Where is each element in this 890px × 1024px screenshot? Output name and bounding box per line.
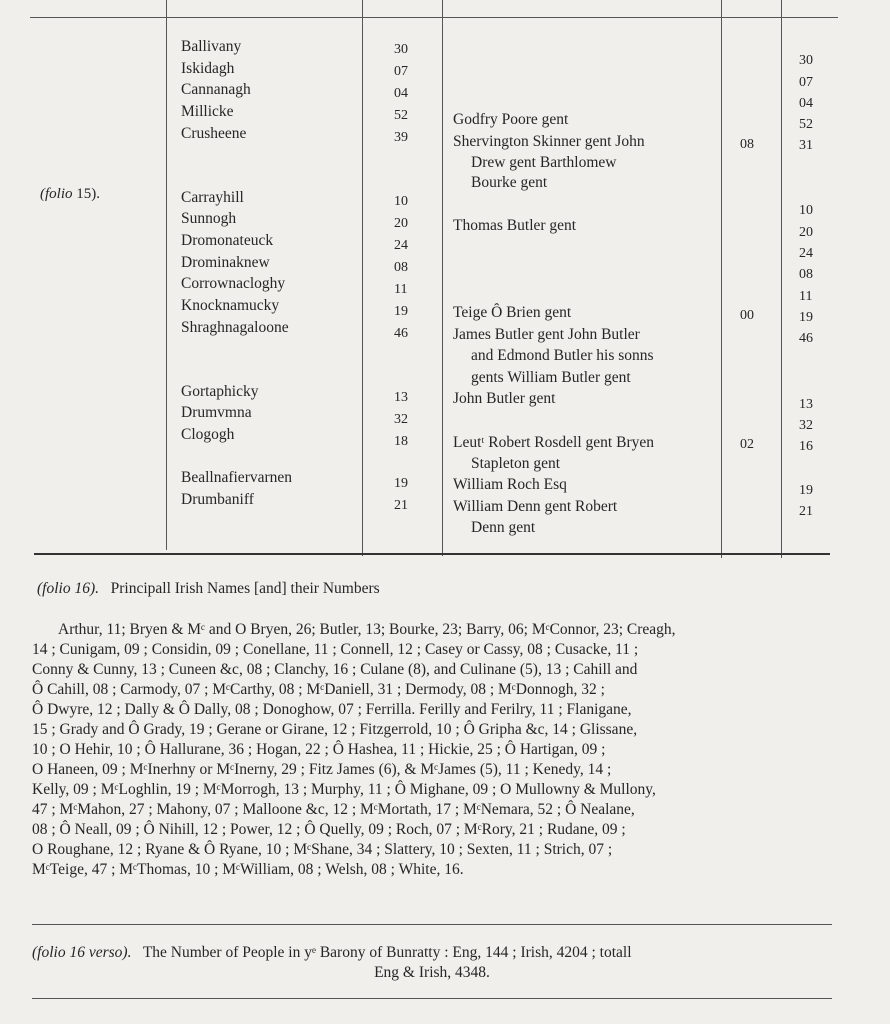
mid-number: 00 (740, 308, 754, 323)
names-line: 47 ; MᶜMahon, 27 ; Mahony, 07 ; Malloone &c, 12 ; MᶜMortath, 17 ; MᶜNemara, 52 ; Ô Nealane, (32, 801, 635, 818)
names-line: Ô Cahill, 08 ; Carmody, 07 ; MᶜCarthy, 08 ; MᶜDaniell, 31 ; Dermody, 08 ; MᶜDonnogh, 32 ; (32, 681, 605, 698)
place-name: Carrayhill (181, 189, 244, 206)
right-number: 11 (799, 289, 813, 304)
place-name: Gortaphicky (181, 383, 259, 400)
right-number: 07 (799, 75, 813, 90)
right-number: 04 (799, 96, 813, 111)
owner-name: William Roch Esq (453, 476, 567, 493)
table-col-divider-5 (781, 0, 782, 558)
place-name: Drumvmna (181, 404, 252, 421)
names-line: 10 ; O Hehir, 10 ; Ô Hallurane, 36 ; Hogan, 22 ; Ô Hashea, 11 ; Hickie, 25 ; Ô Hartigan, 09 ; (32, 741, 606, 758)
table-col-divider-1 (166, 0, 167, 550)
folio-16-verso-label: (folio 16 verso). (32, 944, 132, 961)
owner-name: Denn gent (471, 519, 536, 536)
owner-name: William Denn gent Robert (453, 498, 618, 515)
place-number: 11 (394, 282, 408, 297)
names-line: Conny & Cunny, 13 ; Cuneen &c, 08 ; Clanchy, 16 ; Culane (8), and Culinane (5), 13 ; Cahill and (32, 661, 638, 678)
owner-name: Godfry Poore gent (453, 111, 569, 128)
place-number: 24 (394, 238, 408, 253)
census-line-2: Eng & Irish, 4348. (374, 964, 490, 981)
place-number: 19 (394, 476, 408, 491)
owner-name: and Edmond Butler his sonns (471, 347, 654, 364)
place-number: 13 (394, 390, 408, 405)
place-name: Ballivany (181, 38, 242, 55)
owner-name: Bourke gent (471, 174, 548, 191)
place-name: Corrownacloghy (181, 275, 286, 292)
table-col-divider-4 (721, 0, 722, 558)
right-number: 32 (799, 418, 813, 433)
table-top-rule (30, 17, 838, 18)
names-line: Kelly, 09 ; MᶜLoghlin, 19 ; MᶜMorrogh, 13 ; Murphy, 11 ; Ô Mighane, 09 ; O Mullowny & Mullony, (32, 781, 656, 798)
place-name: Drumbaniff (181, 491, 254, 508)
right-number: 20 (799, 225, 813, 240)
place-name: Cannanagh (181, 81, 251, 98)
right-number: 21 (799, 504, 813, 519)
place-name: Crusheene (181, 125, 247, 142)
place-name: Dromonateuck (181, 232, 274, 249)
place-number: 04 (394, 86, 408, 101)
folio-15-label (40, 186, 100, 203)
names-line: 14 ; Cunigam, 09 ; Considin, 09 ; Conellane, 11 ; Connell, 12 ; Casey or Cassy, 08 ; Cusacke, 11 ; (32, 641, 639, 658)
owner-name: Teige Ô Brien gent (453, 304, 572, 321)
place-name: Sunnogh (181, 210, 237, 227)
folio-number: 15). (76, 186, 100, 202)
place-number: 18 (394, 434, 408, 449)
right-number: 46 (799, 331, 813, 346)
section-rule-1 (32, 924, 832, 925)
owner-name: Stapleton gent (471, 455, 561, 472)
folio-16-label: (folio 16). (37, 580, 99, 597)
place-number: 19 (394, 304, 408, 319)
folio-16-verso (32, 944, 832, 982)
right-number: 19 (799, 310, 813, 325)
owner-name: John Butler gent (453, 390, 556, 407)
mid-number: 02 (740, 437, 754, 452)
right-number: 13 (799, 397, 813, 412)
place-name: Shraghnagaloone (181, 319, 289, 336)
right-number: 19 (799, 483, 813, 498)
place-number: 52 (394, 108, 408, 123)
owner-name: Drew gent Barthlomew (471, 154, 617, 171)
folio-16-heading (37, 580, 380, 598)
place-number: 39 (394, 130, 408, 145)
table-bottom-rule (34, 553, 830, 555)
names-line: 08 ; Ô Neall, 09 ; Ô Nihill, 12 ; Power, 12 ; Ô Quelly, 09 ; Roch, 07 ; MᶜRory, 21 ; Rudane, 09 ; (32, 821, 626, 838)
place-name: Beallnafiervarnen (181, 469, 293, 486)
names-line: O Haneen, 09 ; MᶜInerhny or MᶜInerny, 29 ; Fitz James (6), & MᶜJames (5), 11 ; Kenedy, 14 ; (32, 761, 612, 778)
right-number: 24 (799, 246, 813, 261)
census-line-1: The Number of People in yᵉ Barony of Bunratty : Eng, 144 ; Irish, 4204 ; totall (142, 944, 632, 961)
place-name: Millicke (181, 103, 234, 120)
place-number: 08 (394, 260, 408, 275)
place-name: Iskidagh (181, 60, 235, 77)
names-line: O Roughane, 12 ; Ryane & Ô Ryane, 10 ; MᶜShane, 34 ; Slattery, 10 ; Sexten, 11 ; Strich, 07 ; (32, 841, 613, 858)
owner-name: Thomas Butler gent (453, 217, 577, 234)
place-number: 46 (394, 326, 408, 341)
place-name: Clogogh (181, 426, 235, 443)
irish-names-paragraph (32, 620, 832, 880)
owner-name: James Butler gent John Butler (453, 326, 640, 343)
place-name: Knocknamucky (181, 297, 280, 314)
place-number: 07 (394, 64, 408, 79)
names-line: 15 ; Grady and Ô Grady, 19 ; Gerane or Girane, 12 ; Fitzgerrold, 10 ; Ô Gripha &c, 14 ; Glissane, (32, 721, 638, 738)
owner-name: Leutᵗ Robert Rosdell gent Bryen (453, 434, 654, 451)
names-line: Arthur, 11; Bryen & Mᶜ and O Bryen, 26; Butler, 13; Bourke, 23; Barry, 06; MᶜConnor, 23; Creagh, (58, 621, 676, 638)
place-number: 10 (394, 194, 408, 209)
mid-number: 08 (740, 137, 754, 152)
names-line: MᶜTeige, 47 ; MᶜThomas, 10 ; MᶜWilliam, 08 ; Welsh, 08 ; White, 16. (32, 861, 464, 878)
section-rule-2 (32, 998, 832, 999)
owner-name: gents William Butler gent (471, 369, 631, 386)
section-title: Principall Irish Names [and] their Numbers (110, 580, 380, 597)
right-number: 16 (799, 439, 813, 454)
table-col-divider-2 (362, 0, 363, 556)
right-number: 52 (799, 117, 813, 132)
place-number: 30 (394, 42, 408, 57)
place-number: 20 (394, 216, 408, 231)
owner-name: Shervington Skinner gent John (453, 133, 645, 150)
table-col-divider-3 (442, 0, 443, 556)
folio-word: (folio (40, 186, 73, 202)
place-number: 32 (394, 412, 408, 427)
names-line: Ô Dwyre, 12 ; Dally & Ô Dally, 08 ; Donoghow, 07 ; Ferrilla. Ferilly and Ferilry, 11 ; Flanigane, (32, 701, 632, 718)
place-number: 21 (394, 498, 408, 513)
right-number: 31 (799, 138, 813, 153)
place-name: Drominaknew (181, 254, 270, 271)
right-number: 08 (799, 267, 813, 282)
right-number: 10 (799, 203, 813, 218)
right-number: 30 (799, 53, 813, 68)
